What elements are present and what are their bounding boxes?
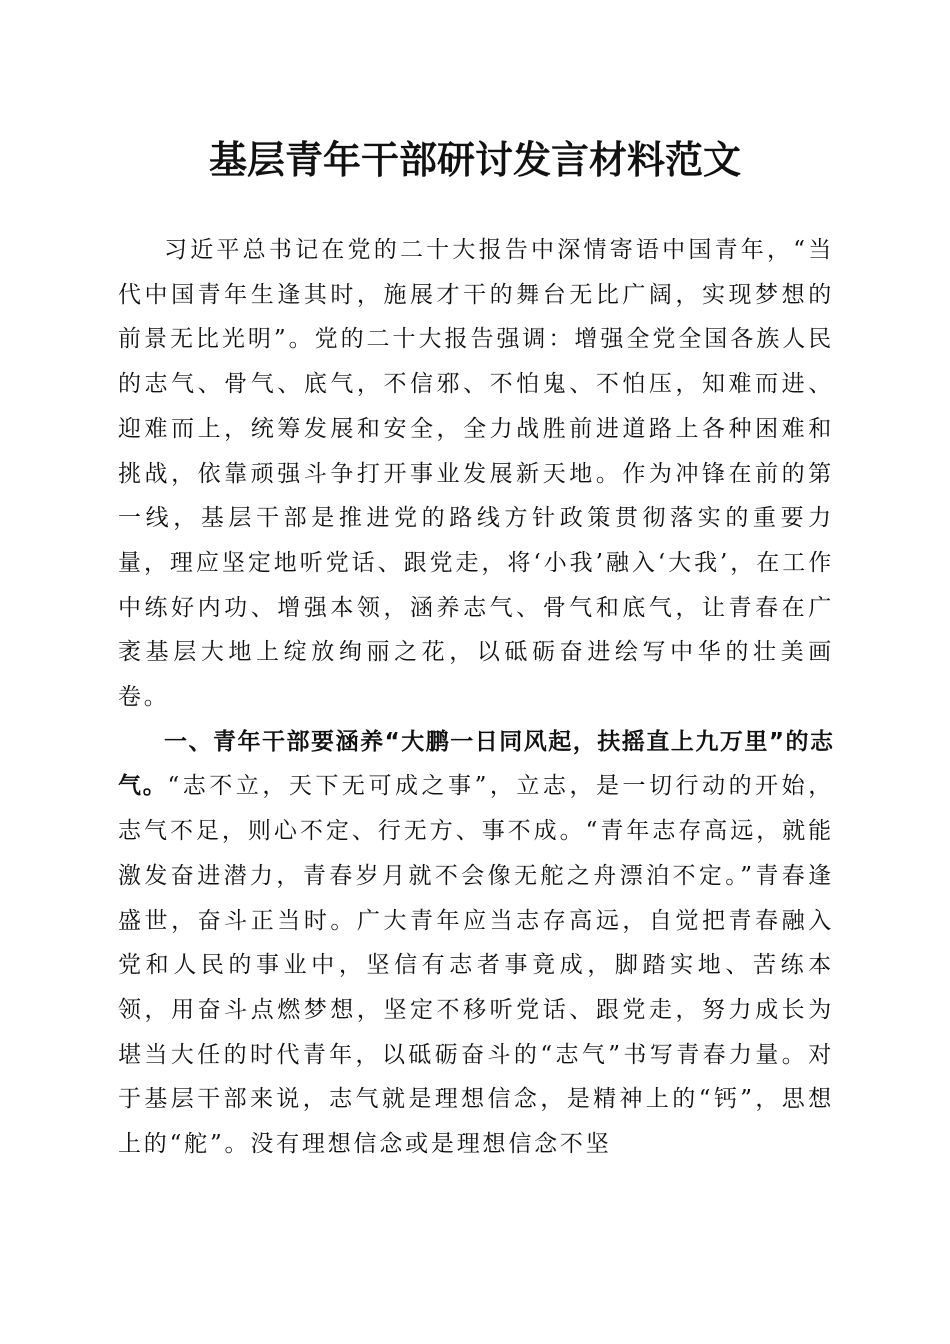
paragraph-text: 习近平总书记在党的二十大报告中深情寄语中国青年，“当代中国青年生逢其时，施展才干的舞台无比广阔，实现梦想的前景无比光明”。党的二十大报告强调：增强全党全国各族人民的志气、骨气、底气，不信邪、不怕鬼、不怕压，知难而进、迎难而上，统筹发展和安全，全力战胜前进道路上各种困难和挑战，依靠顽强斗争打开事业发展新天地。作为冲锋在前的第一线，基层干部是推进党的路线方针政策贯彻落实的重要力量，理应坚定地听党话、跟党走，将‘小我’融入‘大我’，在工作中练好内功、增强本领，涵养志气、骨气和底气，让青春在广袤基层大地上绽放绚丽之花，以砥砺奋进绘写中华的壮美画卷。 [118, 237, 834, 711]
intro-paragraph [118, 228, 834, 720]
section-one-paragraph [118, 720, 834, 1167]
section-heading: 一、青年干部要涵养“大鹏一日同风起，扶摇直上九万里”的志气。 [118, 728, 834, 800]
document-body [118, 228, 834, 1167]
paragraph-text: “志不立，天下无可成之事”，立志，是一切行动的开始，志气不足，则心不定、行无方、事不成。“青年志存高远，就能激发奋进潜力，青春岁月就不会像无舵之舟漂泊不定。”青春逢盛世，奋斗正当时。广大青年应当志存高远，自觉把青春融入党和人民的事业中，坚信有志者事竟成，脚踏实地、苦练本领，用奋斗点燃梦想，坚定不移听党话、跟党走，努力成长为堪当大任的时代青年，以砥砺奋斗的“志气”书写青春力量。对于基层干部来说，志气就是理想信念，是精神上的“钙”，思想上的“舵”。没有理想信念或是理想信念不坚 [118, 773, 834, 1158]
document-title: 基层青年干部研讨发言材料范文 [208, 137, 741, 182]
